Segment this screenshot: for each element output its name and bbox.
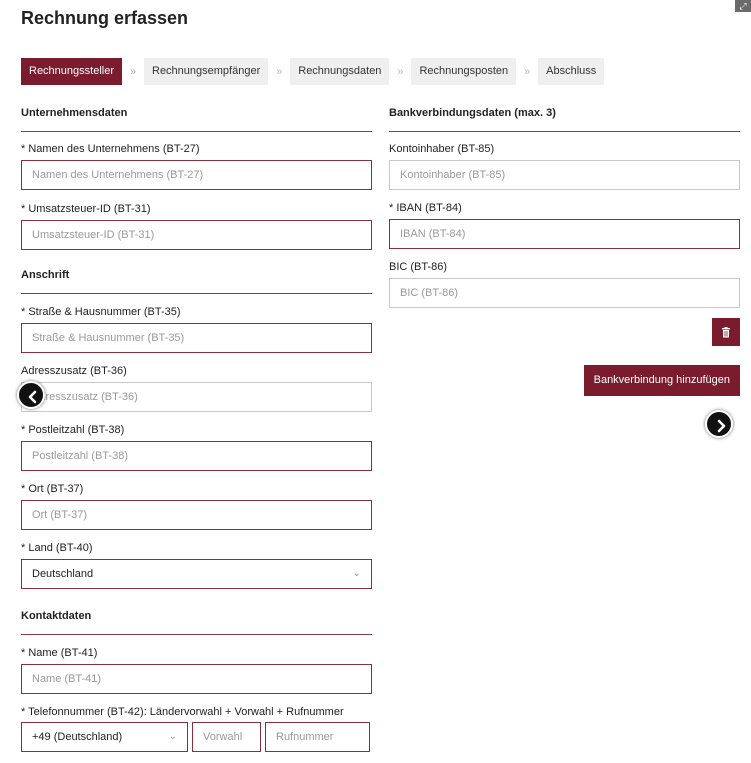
phone-country-code-select[interactable] — [21, 722, 188, 752]
phone-label: * Telefonnummer (BT-42): Ländervorwahl + Vorwahl + Rufnummer — [21, 706, 344, 718]
chevron-left-icon — [25, 389, 41, 405]
trash-icon — [721, 327, 731, 338]
street-label: * Straße & Hausnummer (BT-35) — [21, 306, 181, 318]
step-rechnungsposten[interactable]: Rechnungsposten — [411, 58, 516, 85]
delete-bank-button[interactable] — [712, 318, 740, 346]
company-name-label: * Namen des Unternehmens (BT-27) — [21, 143, 200, 155]
city-label: * Ort (BT-37) — [21, 483, 84, 495]
city-input[interactable] — [21, 500, 372, 530]
add-bank-account-button[interactable]: Bankverbindung hinzufügen — [584, 365, 740, 396]
step-separator-icon: » — [397, 65, 404, 78]
phone-country-code-value: +49 (Deutschland) — [32, 731, 123, 743]
country-select-value: Deutschland — [32, 568, 94, 580]
step-abschluss[interactable]: Abschluss — [538, 58, 604, 85]
bic-label: BIC (BT-86) — [389, 261, 448, 273]
vat-id-input[interactable] — [21, 220, 372, 250]
bic-input[interactable] — [389, 278, 740, 308]
section-heading-address: Anschrift — [21, 269, 372, 294]
prev-button[interactable] — [17, 381, 45, 409]
address-extra-input[interactable] — [21, 382, 372, 412]
contact-name-label: * Name (BT-41) — [21, 647, 98, 659]
step-rechnungsdaten[interactable]: Rechnungsdaten — [290, 58, 389, 85]
chevron-down-icon: ⌄ — [352, 568, 361, 579]
step-rechnungsempfaenger[interactable]: Rechnungsempfänger — [144, 58, 268, 85]
vat-id-label: * Umsatzsteuer-ID (BT-31) — [21, 203, 151, 215]
zip-input[interactable] — [21, 441, 372, 471]
iban-input[interactable] — [389, 219, 740, 249]
step-separator-icon: » — [524, 65, 531, 78]
country-select[interactable] — [21, 559, 372, 589]
page-title: Rechnung erfassen — [21, 8, 189, 28]
section-heading-contact: Kontaktdaten — [21, 610, 372, 635]
zip-label: * Postleitzahl (BT-38) — [21, 424, 125, 436]
wizard-steps — [21, 58, 604, 85]
iban-label: * IBAN (BT-84) — [389, 202, 462, 214]
window-corner-icon[interactable]: ⤢ — [735, 0, 751, 12]
phone-area-code-input[interactable] — [192, 722, 261, 752]
section-heading-bank: Bankverbindungsdaten (max. 3) — [389, 107, 740, 132]
next-button[interactable] — [705, 410, 733, 438]
contact-name-input[interactable] — [21, 664, 372, 694]
chevron-right-icon — [713, 418, 729, 434]
step-separator-icon: » — [129, 65, 137, 78]
chevron-down-icon: ⌄ — [168, 731, 177, 742]
account-holder-input[interactable] — [389, 160, 740, 190]
step-separator-icon: » — [276, 65, 283, 78]
street-input[interactable] — [21, 323, 372, 353]
company-name-input[interactable] — [21, 160, 372, 190]
country-label: * Land (BT-40) — [21, 542, 93, 554]
step-rechnungssteller[interactable]: Rechnungssteller — [21, 58, 122, 85]
address-extra-label: Adresszusatz (BT-36) — [21, 365, 127, 377]
account-holder-label: Kontoinhaber (BT-85) — [389, 143, 495, 155]
phone-number-input[interactable] — [265, 722, 370, 752]
section-heading-company: Unternehmensdaten — [21, 107, 372, 132]
